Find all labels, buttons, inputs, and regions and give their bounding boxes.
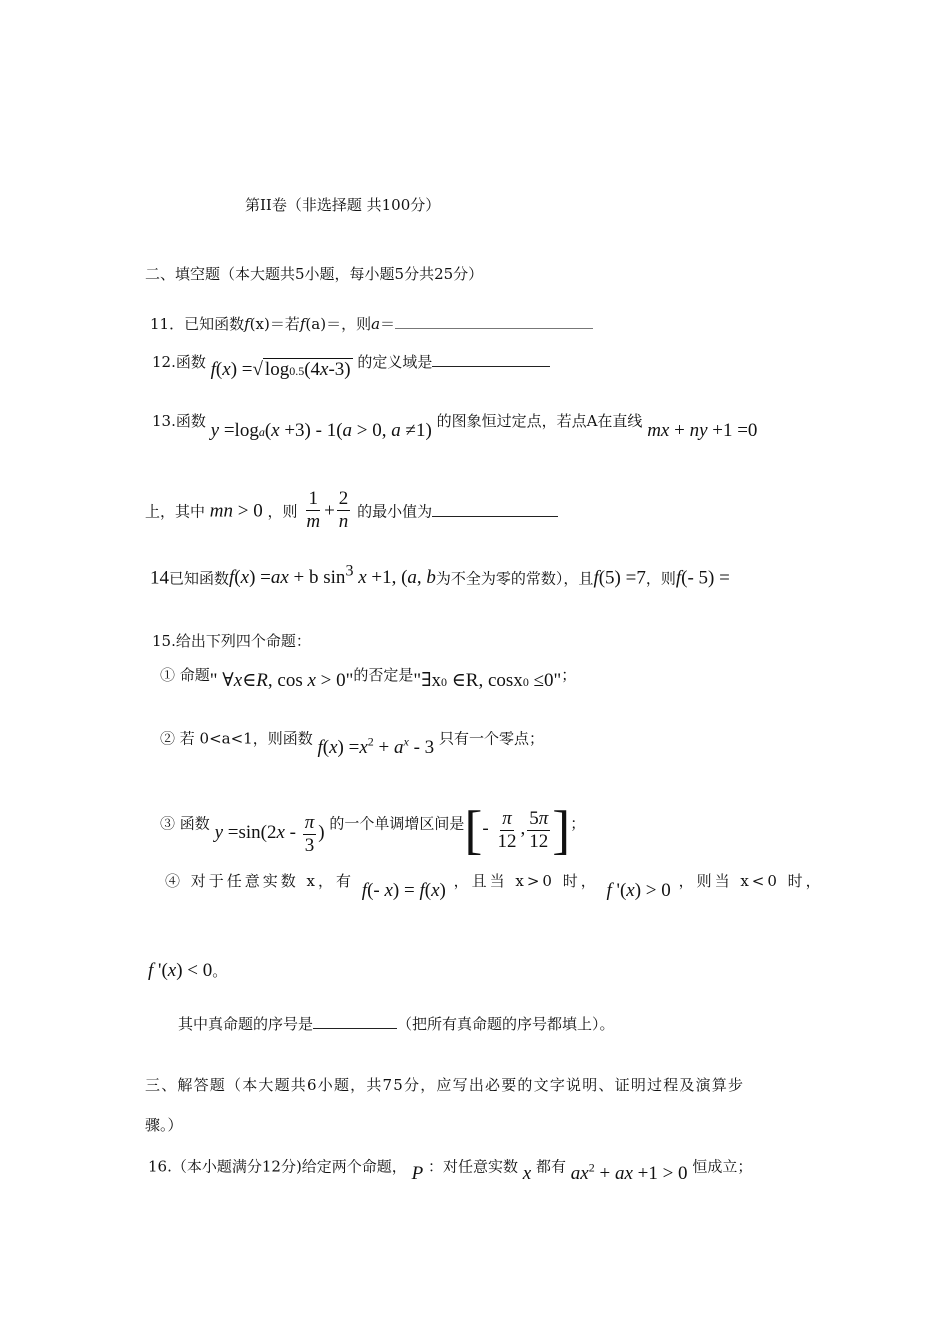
question-13-line2: 上，其中 mn > 0 ，则 $\frac{1}{m}$ + $\frac{2}{n}$ 的最小值为 xyxy=(145,490,558,535)
question-14: 14已知函数f(x) =ax + b $\sin^3 x +1$, (a, b为不全为零的常数），且f(5) =7，则f(- 5) = xyxy=(150,563,730,589)
answer-blank[interactable] xyxy=(313,1028,397,1029)
question-12: 12.函数 f(x) =√ log0.5(4x-3) 的定义域是 xyxy=(152,350,550,373)
question-11: 11．已知函数f(x)＝若f(a)＝，则a＝ xyxy=(150,313,593,334)
proposition-1: ① 命题" ∀x∈R, cos x > 0"的否定是"∃x0 ∈R, cosx0 ≤0"； xyxy=(160,666,577,691)
answer-blank[interactable] xyxy=(395,328,593,329)
proposition-4: ④ 对于任意实数 x，有 f(- x) = f(x) ，且当 x>0 时， f '(x) > 0 ，则当 x<0 时， xyxy=(165,872,824,901)
section-title: 第II卷（非选择题 共100分） xyxy=(245,196,441,214)
question-15: 15.给出下列四个命题： xyxy=(152,632,311,650)
question-15-answer: 其中真命题的序号是 （把所有真命题的序号都填上）。 xyxy=(178,1015,615,1033)
formula: mx + ny +1 =0 xyxy=(647,420,758,441)
part3-heading: 三、解答题（本大题共6小题，共75分，应写出必要的文字说明、证明过程及演算步 xyxy=(145,1076,745,1094)
part3-heading-line2: 骤。） xyxy=(145,1116,183,1134)
proposition-3: ③ 函数 y =sin(2x - $\frac{\pi}{3}$ ) 的一个单调增区间是[- $\frac{\pi}{12}$ , $\frac{5\pi}{12}$ ]； xyxy=(160,800,586,860)
part2-heading: 二、填空题（本大题共5小题，每小题5分共25分） xyxy=(145,265,484,283)
question-16: 16.（本小题满分12分)给定两个命题， P ：对任意实数 x 都有 $ax^2$ + ax +1 > 0 恒成立； xyxy=(148,1157,753,1185)
formula: y =loga(x +3) - 1(a > 0, a ≠1) xyxy=(210,420,432,441)
formula: f(x) =√ log0.5(4x-3) xyxy=(210,359,351,380)
proposition-4-line2: f '(x) < 0。 xyxy=(148,960,228,981)
question-13: 13.函数 y =loga(x +3) - 1(a > 0, a ≠1) 的图象恒过定点，若点A在直线 mx + ny +1 =0 xyxy=(152,412,758,441)
answer-blank[interactable] xyxy=(432,516,558,517)
answer-blank[interactable] xyxy=(432,366,550,367)
proposition-2: ② 若 0<a<1，则函数 $f(x) =x^2 + a^x - 3$ 只有一个零点； xyxy=(160,729,544,759)
